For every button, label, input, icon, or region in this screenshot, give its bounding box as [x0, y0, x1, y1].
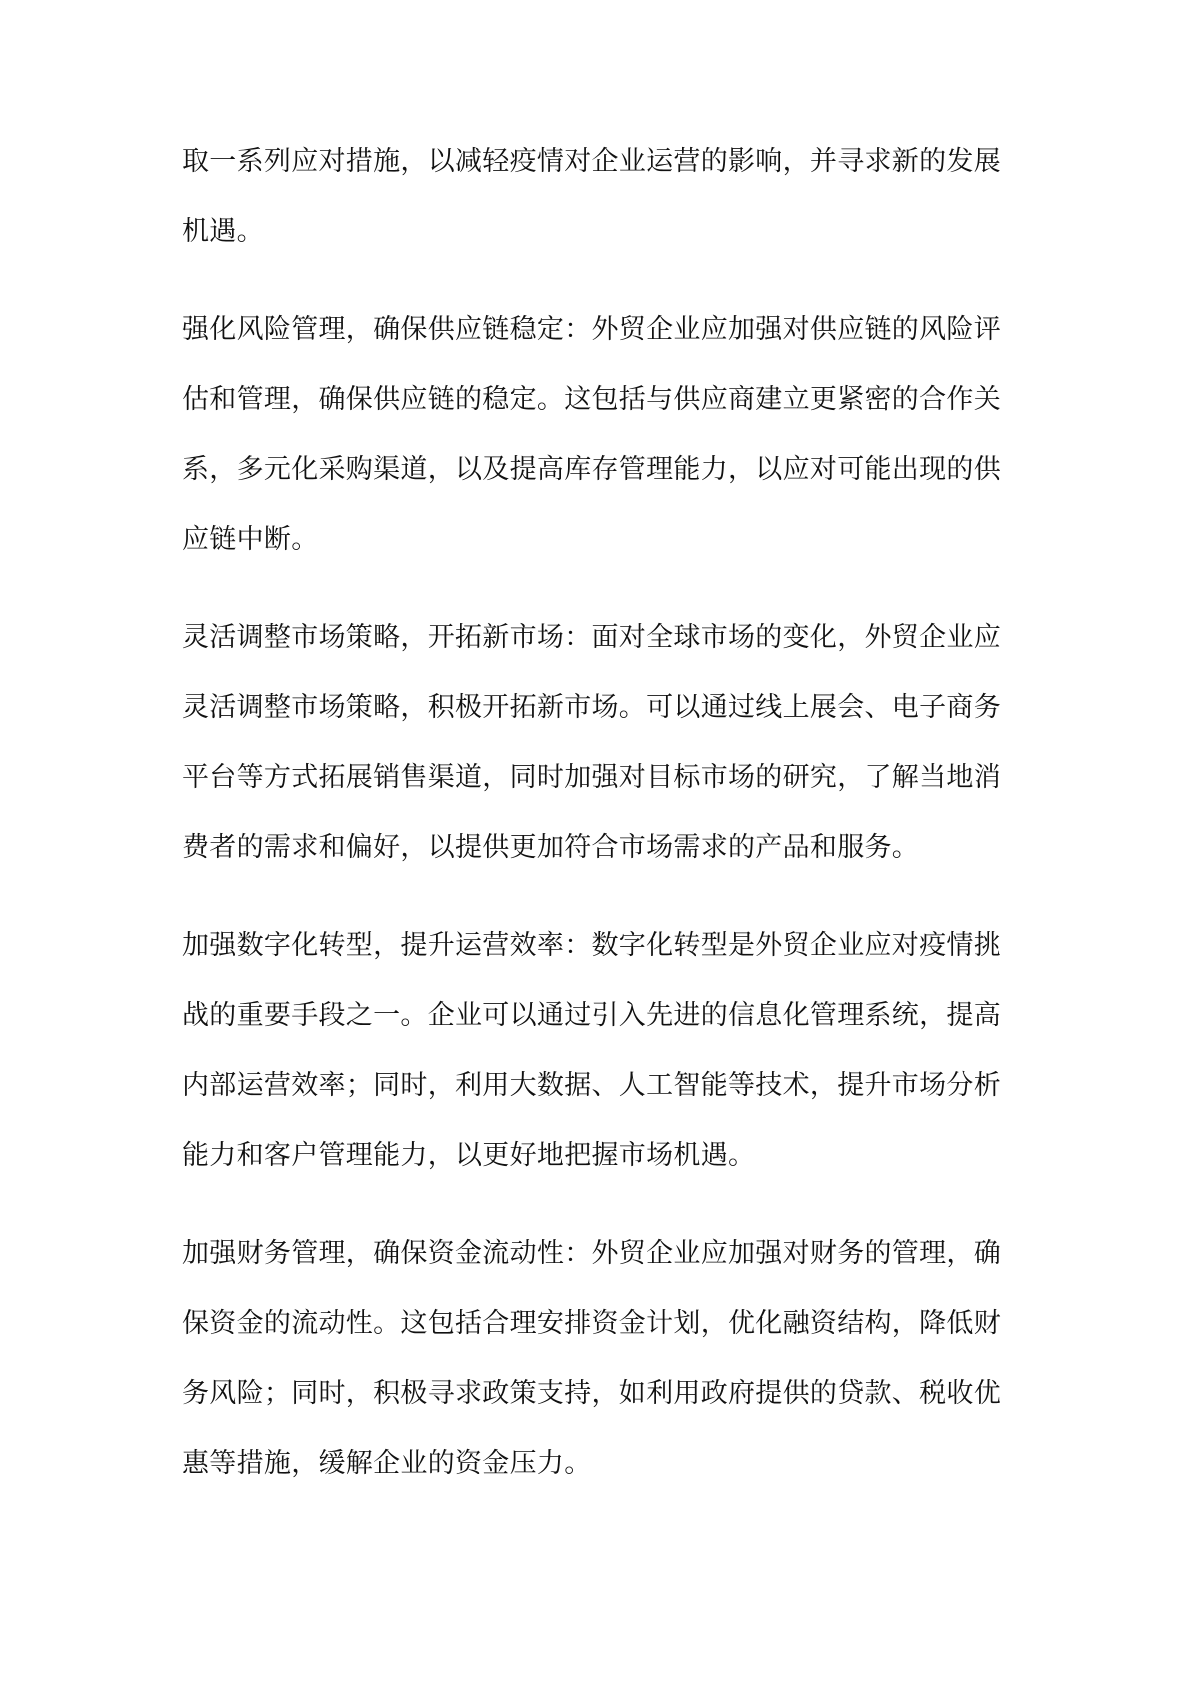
- text-line: 惠等措施，缓解企业的资金压力。: [182, 1448, 592, 1479]
- text-line: 灵活调整市场策略，开拓新市场：面对全球市场的变化，外贸企业应: [182, 622, 1001, 653]
- paragraph-financial-management: [182, 1219, 1022, 1499]
- document-body: [182, 127, 1022, 1527]
- text-line: 应链中断。: [182, 524, 319, 555]
- text-line: 加强数字化转型，提升运营效率：数字化转型是外贸企业应对疫情挑: [182, 930, 1001, 961]
- text-line: 估和管理，确保供应链的稳定。这包括与供应商建立更紧密的合作关: [182, 384, 1001, 415]
- text-line: 保资金的流动性。这包括合理安排资金计划，优化融资结构，降低财: [182, 1308, 1001, 1339]
- text-line: 平台等方式拓展销售渠道，同时加强对目标市场的研究，了解当地消: [182, 762, 1001, 793]
- text-line: 能力和客户管理能力，以更好地把握市场机遇。: [182, 1140, 756, 1171]
- text-line: 务风险；同时，积极寻求政策支持，如利用政府提供的贷款、税收优: [182, 1378, 1001, 1409]
- paragraph-intro-continuation: [182, 127, 1022, 267]
- text-line: 强化风险管理，确保供应链稳定：外贸企业应加强对供应链的风险评: [182, 314, 1001, 345]
- paragraph-supply-chain: [182, 295, 1022, 575]
- text-line: 机遇。: [182, 216, 264, 247]
- text-line: 加强财务管理，确保资金流动性：外贸企业应加强对财务的管理，确: [182, 1238, 1001, 1269]
- text-line: 灵活调整市场策略，积极开拓新市场。可以通过线上展会、电子商务: [182, 692, 1001, 723]
- paragraph-market-strategy: [182, 603, 1022, 883]
- paragraph-digital-transformation: [182, 911, 1022, 1191]
- text-line: 系，多元化采购渠道，以及提高库存管理能力，以应对可能出现的供: [182, 454, 1001, 485]
- text-line: 取一系列应对措施，以减轻疫情对企业运营的影响，并寻求新的发展: [182, 146, 1001, 177]
- text-line: 费者的需求和偏好，以提供更加符合市场需求的产品和服务。: [182, 832, 920, 863]
- text-line: 战的重要手段之一。企业可以通过引入先进的信息化管理系统，提高: [182, 1000, 1001, 1031]
- text-line: 内部运营效率；同时，利用大数据、人工智能等技术，提升市场分析: [182, 1070, 1001, 1101]
